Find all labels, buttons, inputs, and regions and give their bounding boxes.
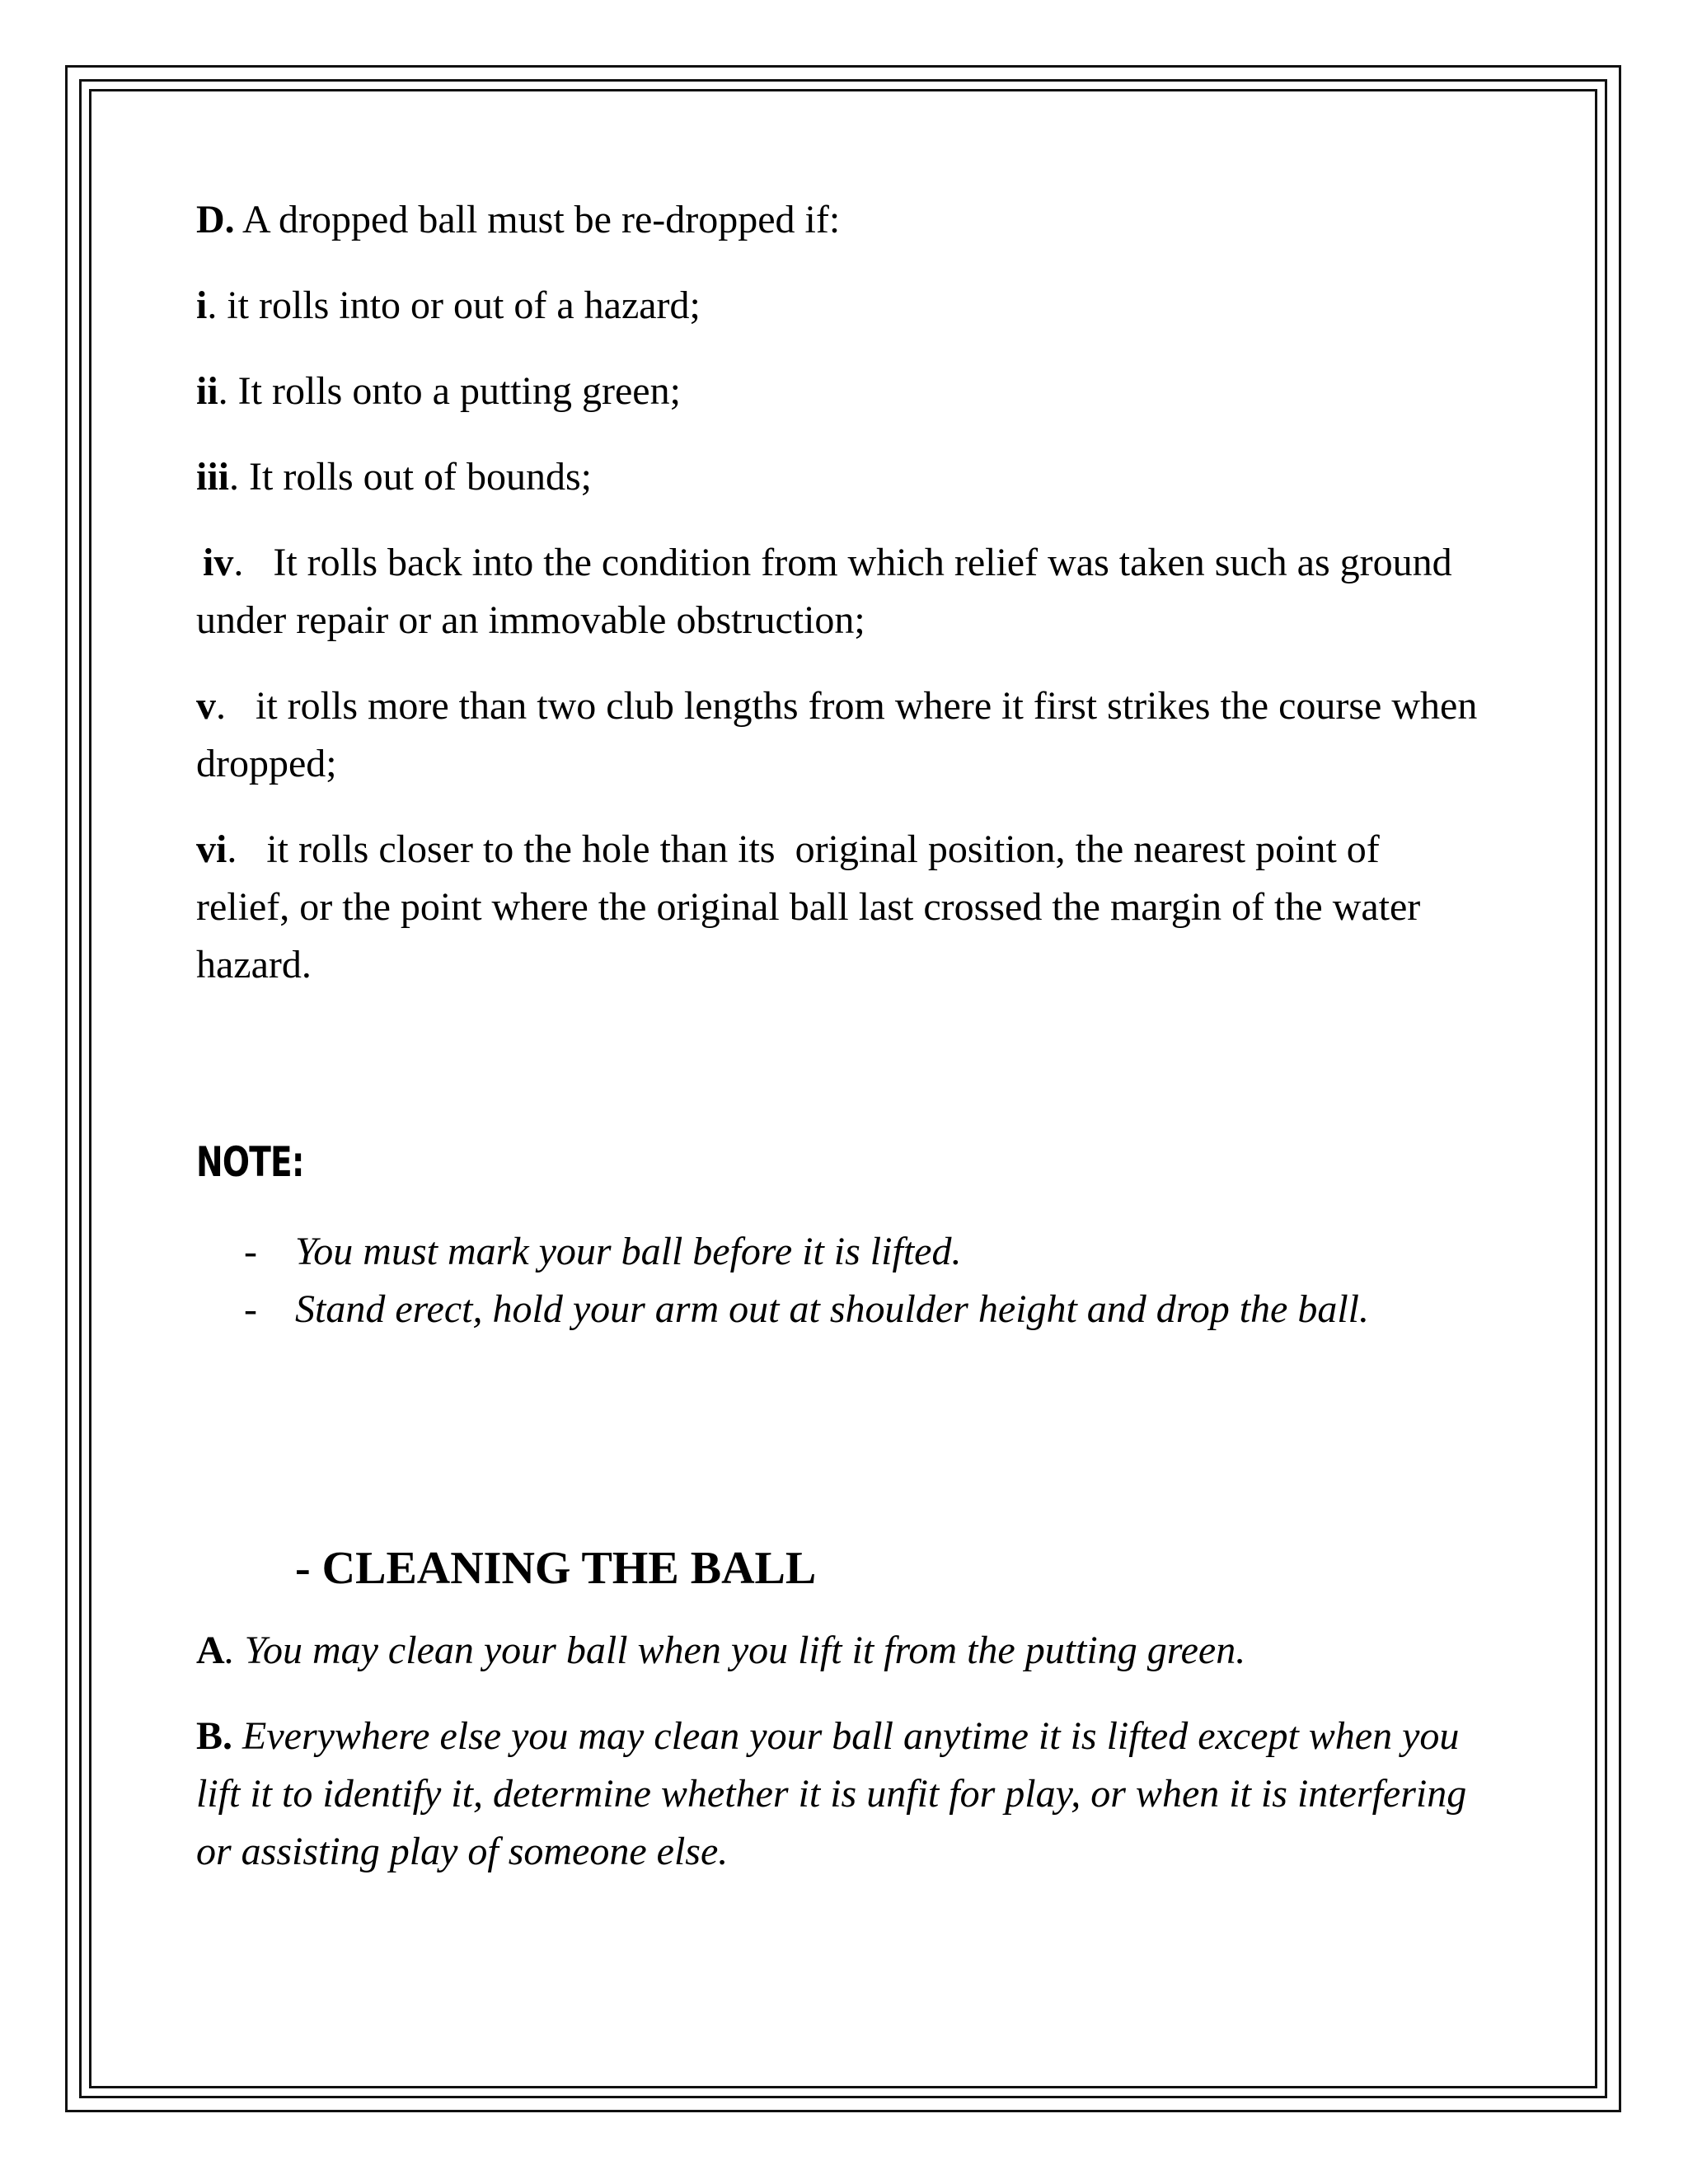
item-text: Everywhere else you may clean your ball anytime it is lifted except when you lift it to identify it, determine whether it is unfit for play, or when it is interfering or assisting play of someone else. [196, 1714, 1467, 1873]
item-text: . It rolls out of bounds; [229, 455, 593, 499]
item-marker: vi [196, 827, 227, 871]
rule-item-iii [196, 448, 1482, 506]
item-marker: iii [196, 455, 230, 499]
rule-item-ii [196, 363, 1482, 420]
item-marker: i [196, 284, 208, 327]
note-bullet-text: You must mark your ball before it is lifted. [295, 1230, 962, 1273]
bullet-dash: - [244, 1287, 257, 1331]
item-marker: D. [196, 198, 235, 241]
item-text: . You may clean your ball when you lift it from the putting green. [224, 1629, 1246, 1672]
item-text: A dropped ball must be re-dropped if: [234, 198, 841, 241]
item-marker: B. [196, 1714, 233, 1758]
section-title-cleaning: - CLEANING THE BALL [295, 1543, 817, 1594]
note-bullet [244, 1281, 1482, 1338]
item-text: . it rolls into or out of a hazard; [207, 284, 701, 327]
rule-item-v [196, 677, 1488, 793]
cleaning-item-a [196, 1622, 1482, 1680]
rule-item-i [196, 277, 1482, 335]
note-bullet [244, 1223, 1482, 1281]
note-heading: NOTE: [196, 1138, 304, 1186]
item-marker: ii [196, 369, 218, 413]
note-list [196, 1223, 1482, 1338]
rule-item-d [196, 191, 1482, 249]
note-bullet-text: Stand erect, hold your arm out at shoulder height and drop the ball. [295, 1287, 1370, 1331]
rule-item-vi [196, 821, 1482, 994]
item-text: . It rolls back into the condition from which relief was taken such as ground under repair or an immovable obstruction; [196, 541, 1462, 642]
bullet-dash: - [244, 1230, 257, 1273]
item-text: . it rolls more than two club lengths from where it first strikes the course when dropped; [196, 684, 1488, 785]
rule-item-iv [196, 534, 1482, 649]
item-text: . It rolls onto a putting green; [218, 369, 681, 413]
page-content [196, 191, 1488, 1909]
item-marker: A [196, 1629, 225, 1672]
item-marker: v [196, 684, 216, 728]
cleaning-item-b [196, 1708, 1482, 1881]
item-marker: iv [203, 541, 234, 584]
item-text: . it rolls closer to the hole than its original position, the nearest point of relief, or the point where the original ball last crossed the margin of the water hazard. [196, 827, 1431, 987]
